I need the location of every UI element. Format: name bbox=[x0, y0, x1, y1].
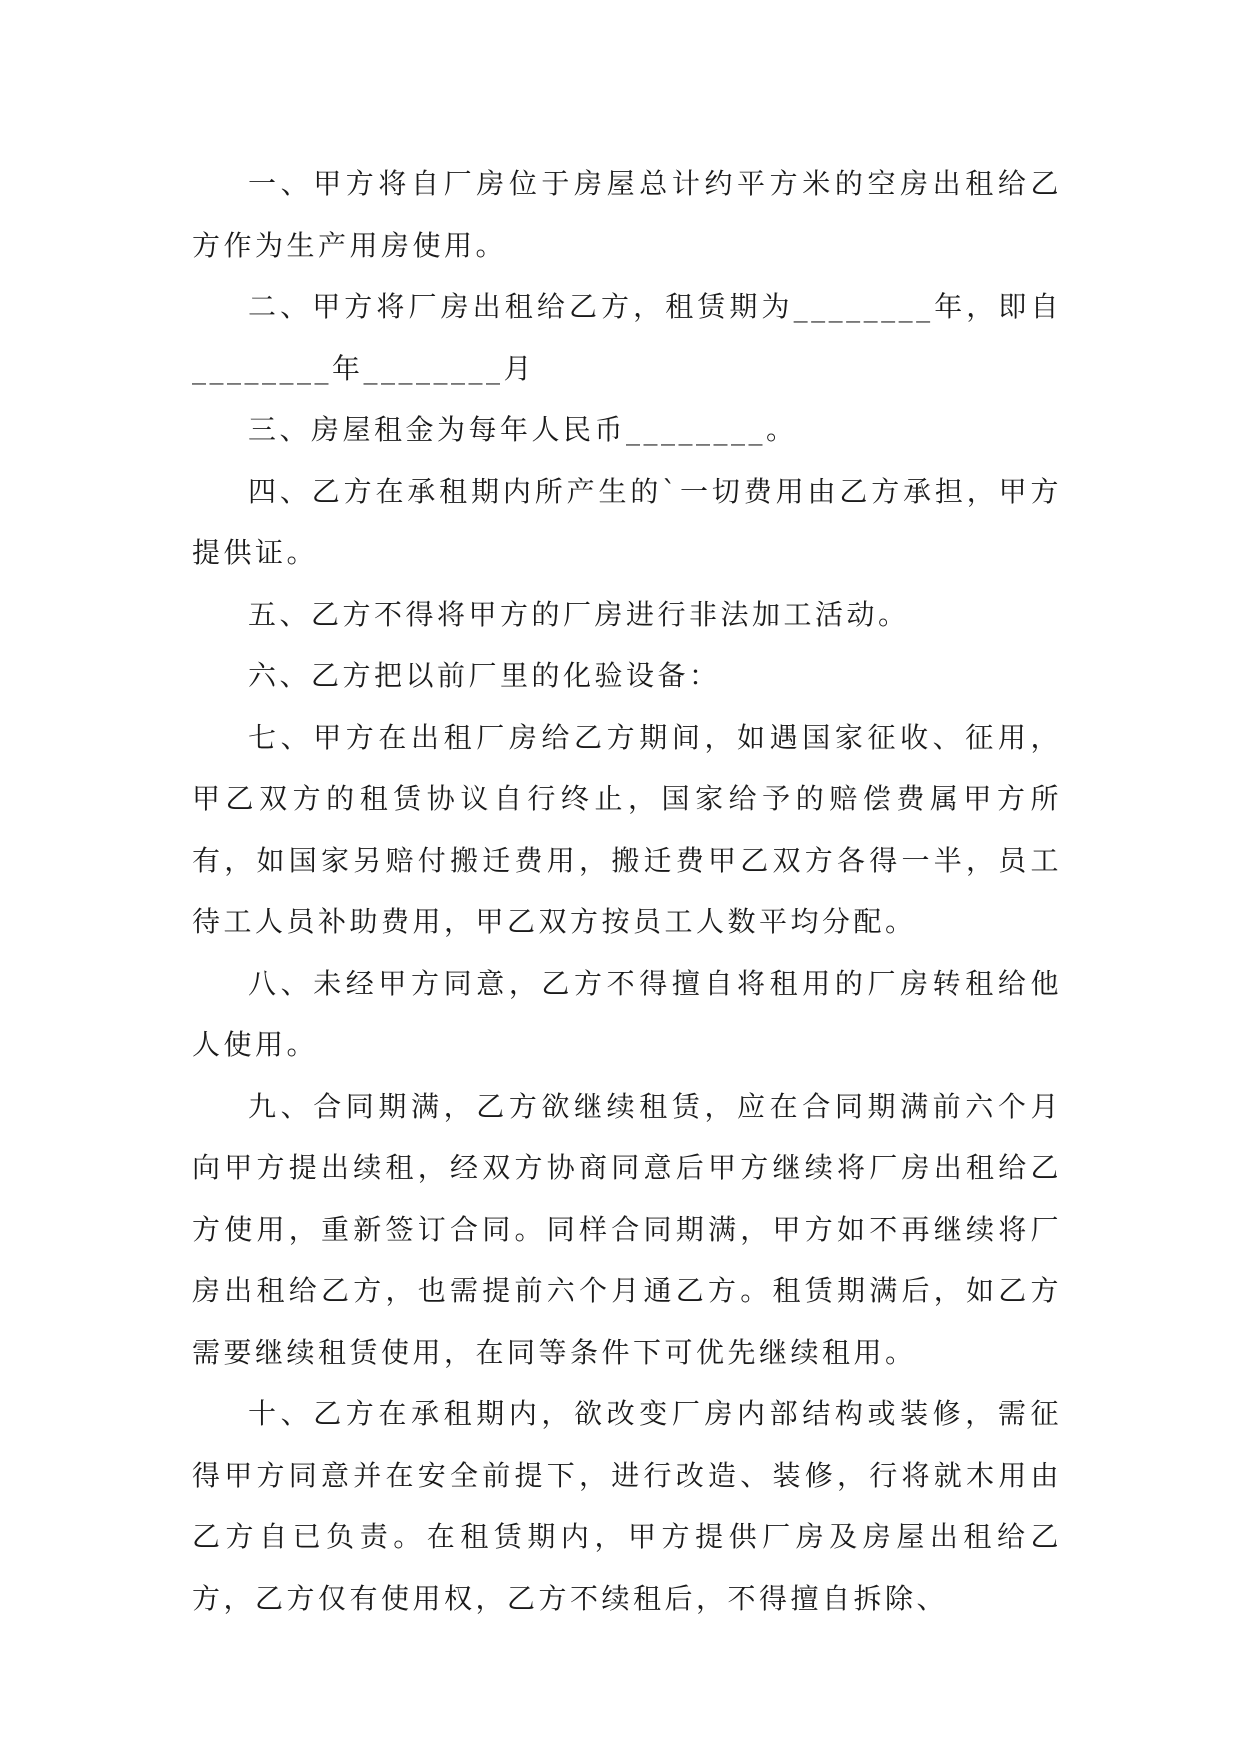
clause-4: 四、乙方在承租期内所产生的`一切费用由乙方承担，甲方提供证。 bbox=[192, 474, 1062, 569]
clause-1: 一、甲方将自厂房位于房屋总计约平方米的空房出租给乙方作为生产用房使用。 bbox=[192, 167, 1062, 262]
clause-10: 十、乙方在承租期内，欲改变厂房内部结构或装修，需征得甲方同意并在安全前提下，进行改造、装修，行将就木用由乙方自已负责。在租赁期内，甲方提供厂房及房屋出租给乙方，乙方仅有使用权，乙方不续租后，不得擅自拆除、 bbox=[192, 1397, 1062, 1615]
clause-7: 七、甲方在出租厂房给乙方期间，如遇国家征收、征用，甲乙双方的租赁协议自行终止，国家给予的赔偿费属甲方所有，如国家另赔付搬迁费用，搬迁费甲乙双方各得一半，员工待工人员补助费用，甲乙双方按员工人数平均分配。 bbox=[192, 720, 1062, 938]
clause-9: 九、合同期满，乙方欲继续租赁，应在合同期满前六个月向甲方提出续租，经双方协商同意后甲方继续将厂房出租给乙方使用，重新签订合同。同样合同期满，甲方如不再继续将厂房出租给乙方，也需提前六个月通乙方。租赁期满后，如乙方需要继续租赁使用，在同等条件下可优先继续租用。 bbox=[192, 1089, 1062, 1369]
clause-3: 三、房屋租金为每年人民币________。 bbox=[248, 413, 798, 446]
clause-5: 五、乙方不得将甲方的厂房进行非法加工活动。 bbox=[248, 597, 910, 631]
clause-8: 八、未经甲方同意，乙方不得擅自将租用的厂房转租给他人使用。 bbox=[192, 966, 1062, 1061]
document-body bbox=[192, 153, 1062, 1629]
clause-6: 六、乙方把以前厂里的化验设备： bbox=[248, 659, 721, 692]
clause-2: 二、甲方将厂房出租给乙方，租赁期为________年，即自________年________月 bbox=[192, 290, 1062, 385]
